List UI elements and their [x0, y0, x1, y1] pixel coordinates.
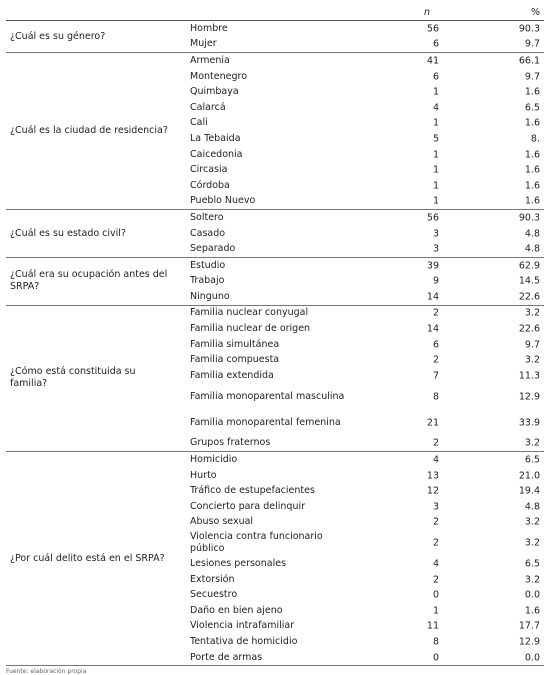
answer-label: Familia nuclear de origen: [190, 323, 311, 335]
count-value: 6: [432, 38, 439, 50]
answer-label: Familia nuclear conyugal: [190, 307, 309, 319]
percent-value: 4.8: [524, 243, 540, 255]
answer-rows: [184, 452, 544, 665]
count-value: 14: [426, 291, 439, 303]
percent-value: 8.: [530, 133, 540, 145]
count-value: 3: [432, 243, 439, 255]
table-body: [6, 21, 544, 666]
count-value: 2: [432, 537, 439, 549]
count-value: 1: [432, 149, 439, 161]
table-row: [184, 410, 544, 436]
header-percent: %: [530, 7, 540, 18]
question-group: [6, 452, 544, 666]
answer-label: Cali: [190, 117, 208, 129]
answer-label: Circasia: [190, 164, 228, 176]
answer-label: Grupos fraternos: [190, 437, 271, 449]
table-row: [184, 53, 544, 69]
count-value: 8: [432, 636, 439, 648]
answer-label: La Tebaida: [190, 132, 241, 144]
percent-value: 17.7: [518, 620, 540, 632]
percent-value: 6.5: [524, 454, 540, 466]
percent-value: 6.5: [524, 102, 540, 114]
count-value: 2: [432, 437, 439, 449]
answer-label: Hombre: [190, 22, 228, 34]
table-row: [184, 587, 544, 603]
answer-label: Familia simultánea: [190, 338, 280, 350]
percent-value: 3.2: [524, 574, 540, 586]
answer-label: Quimbaya: [190, 86, 239, 98]
count-value: 2: [432, 574, 439, 586]
table-row: [184, 530, 544, 556]
percent-value: 0.0: [524, 589, 540, 601]
answer-label: Mujer: [190, 38, 217, 50]
percent-value: 12.9: [518, 391, 540, 403]
table-row: [184, 321, 544, 337]
count-value: 21: [426, 417, 439, 429]
percent-value: 9.7: [524, 38, 540, 50]
table-row: [184, 69, 544, 85]
table-row: [184, 194, 544, 210]
answer-label: Ninguno: [190, 290, 230, 302]
count-value: 3: [432, 228, 439, 240]
count-value: 4: [432, 558, 439, 570]
percent-value: 66.1: [518, 55, 540, 67]
table-row: [184, 274, 544, 290]
percent-value: 3.2: [524, 354, 540, 366]
answer-label: Hurto: [190, 469, 217, 481]
percent-value: 11.3: [518, 370, 540, 382]
table-row: [184, 226, 544, 242]
question-group: [6, 21, 544, 53]
percent-value: 90.3: [518, 212, 540, 224]
table-row: [184, 84, 544, 100]
answer-label: Concierto para delinquir: [190, 500, 306, 512]
answer-rows: [184, 210, 544, 257]
count-value: 6: [432, 339, 439, 351]
percent-value: 3.2: [524, 516, 540, 528]
percent-value: 1.6: [524, 164, 540, 176]
answer-rows: [184, 21, 544, 52]
answer-label: Estudio: [190, 259, 226, 271]
answer-label: Familia monoparental femenina: [190, 416, 341, 428]
count-value: 1: [432, 117, 439, 129]
table-row: [184, 289, 544, 305]
percent-value: 1.6: [524, 195, 540, 207]
percent-value: 1.6: [524, 117, 540, 129]
count-value: 5: [432, 133, 439, 145]
table-row: [184, 352, 544, 368]
percent-value: 22.6: [518, 291, 540, 303]
percent-value: 6.5: [524, 558, 540, 570]
answer-label: Homicidio: [190, 454, 238, 466]
count-value: 1: [432, 605, 439, 617]
percent-value: 14.5: [518, 275, 540, 287]
question-label: ¿Cuál era su ocupación antes del SRPA?: [10, 269, 168, 293]
answer-label: Familia monoparental masculina: [190, 390, 345, 402]
table-row: [184, 37, 544, 53]
count-value: 1: [432, 164, 439, 176]
count-value: 4: [432, 454, 439, 466]
percent-value: 0.0: [524, 652, 540, 664]
table-row: [184, 100, 544, 116]
table-row: [184, 515, 544, 531]
answer-label: Familia compuesta: [190, 354, 280, 366]
count-value: 41: [426, 55, 439, 67]
answer-label: Porte de armas: [190, 651, 263, 663]
answer-label: Casado: [190, 227, 226, 239]
table-row: [184, 241, 544, 257]
table-row: [184, 483, 544, 499]
count-value: 0: [432, 589, 439, 601]
answer-label: Separado: [190, 243, 236, 255]
count-value: 11: [426, 620, 439, 632]
answer-label: Trabajo: [190, 275, 225, 287]
source-note: Fuente: elaboración propia: [6, 668, 87, 675]
table-row: [184, 21, 544, 37]
table-row: [184, 162, 544, 178]
percent-value: 21.0: [518, 470, 540, 482]
answer-label: Familia extendida: [190, 369, 274, 381]
answer-label: Abuso sexual: [190, 516, 254, 528]
question-label: ¿Cuál es la ciudad de residencia?: [10, 125, 168, 137]
table-row: [184, 452, 544, 468]
percent-value: 3.2: [524, 437, 540, 449]
count-value: 0: [432, 652, 439, 664]
count-value: 1: [432, 180, 439, 192]
percent-value: 19.4: [518, 485, 540, 497]
question-label: ¿Cuál es su género?: [10, 30, 106, 42]
count-value: 39: [426, 260, 439, 272]
count-value: 3: [432, 501, 439, 513]
count-value: 2: [432, 516, 439, 528]
count-value: 2: [432, 307, 439, 319]
table-row: [184, 436, 544, 452]
count-value: 14: [426, 323, 439, 335]
percent-value: 1.6: [524, 605, 540, 617]
answer-label: Secuestro: [190, 589, 238, 601]
percent-value: 9.7: [524, 71, 540, 83]
table-row: [184, 210, 544, 226]
question-group: [6, 306, 544, 453]
question-group: [6, 53, 544, 210]
header-n: n: [424, 7, 431, 18]
answer-label: Armenia: [190, 54, 230, 66]
table-row: [184, 368, 544, 384]
answer-rows: [184, 258, 544, 305]
table-row: [184, 619, 544, 635]
table-row: [184, 468, 544, 484]
count-value: 9: [432, 275, 439, 287]
answer-label: Daño en bien ajeno: [190, 604, 283, 616]
table-row: [184, 499, 544, 515]
answer-label: Calarcá: [190, 101, 226, 113]
table-row: [184, 572, 544, 588]
count-value: 2: [432, 354, 439, 366]
answer-label: Tráfico de estupefacientes: [190, 485, 315, 497]
table-row: [184, 131, 544, 147]
count-value: 56: [426, 212, 439, 224]
answer-label: Caicedonia: [190, 148, 243, 160]
table-row: [184, 384, 544, 410]
table-row: [184, 603, 544, 619]
percent-value: 9.7: [524, 339, 540, 351]
percent-value: 3.2: [524, 307, 540, 319]
question-group: [6, 258, 544, 306]
answer-rows: [184, 53, 544, 209]
answer-label: Extorsión: [190, 573, 235, 585]
table-header: [6, 0, 544, 21]
table-row: [184, 147, 544, 163]
percent-value: 22.6: [518, 323, 540, 335]
answer-label: Pueblo Nuevo: [190, 195, 256, 207]
answer-label: Violencia contra funcionario público: [190, 531, 323, 555]
percent-value: 1.6: [524, 86, 540, 98]
data-table: [6, 0, 544, 666]
percent-value: 4.8: [524, 228, 540, 240]
answer-label: Córdoba: [190, 179, 230, 191]
table-row: [184, 178, 544, 194]
table-row: [184, 650, 544, 666]
percent-value: 62.9: [518, 260, 540, 272]
answer-rows: [184, 306, 544, 452]
percent-value: 90.3: [518, 23, 540, 35]
count-value: 4: [432, 102, 439, 114]
count-value: 1: [432, 86, 439, 98]
question-label: ¿Cuál es su estado civil?: [10, 227, 126, 239]
percent-value: 1.6: [524, 180, 540, 192]
answer-label: Lesiones personales: [190, 558, 287, 570]
question-label: ¿Por cuál delito está en el SRPA?: [10, 552, 165, 564]
count-value: 13: [426, 470, 439, 482]
table-row: [184, 258, 544, 274]
percent-value: 1.6: [524, 149, 540, 161]
count-value: 12: [426, 485, 439, 497]
answer-label: Tentativa de homicidio: [190, 635, 298, 647]
table-row: [184, 634, 544, 650]
count-value: 7: [432, 370, 439, 382]
count-value: 8: [432, 391, 439, 403]
answer-label: Soltero: [190, 211, 224, 223]
percent-value: 3.2: [524, 537, 540, 549]
question-group: [6, 210, 544, 258]
table-row: [184, 556, 544, 572]
count-value: 6: [432, 71, 439, 83]
answer-label: Montenegro: [190, 70, 248, 82]
table-row: [184, 116, 544, 132]
count-value: 56: [426, 23, 439, 35]
answer-label: Violencia intrafamiliar: [190, 620, 295, 632]
percent-value: 12.9: [518, 636, 540, 648]
percent-value: 33.9: [518, 417, 540, 429]
count-value: 1: [432, 195, 439, 207]
percent-value: 4.8: [524, 501, 540, 513]
table-row: [184, 337, 544, 353]
question-label: ¿Cómo está constituida su familia?: [10, 366, 136, 390]
table-row: [184, 306, 544, 322]
